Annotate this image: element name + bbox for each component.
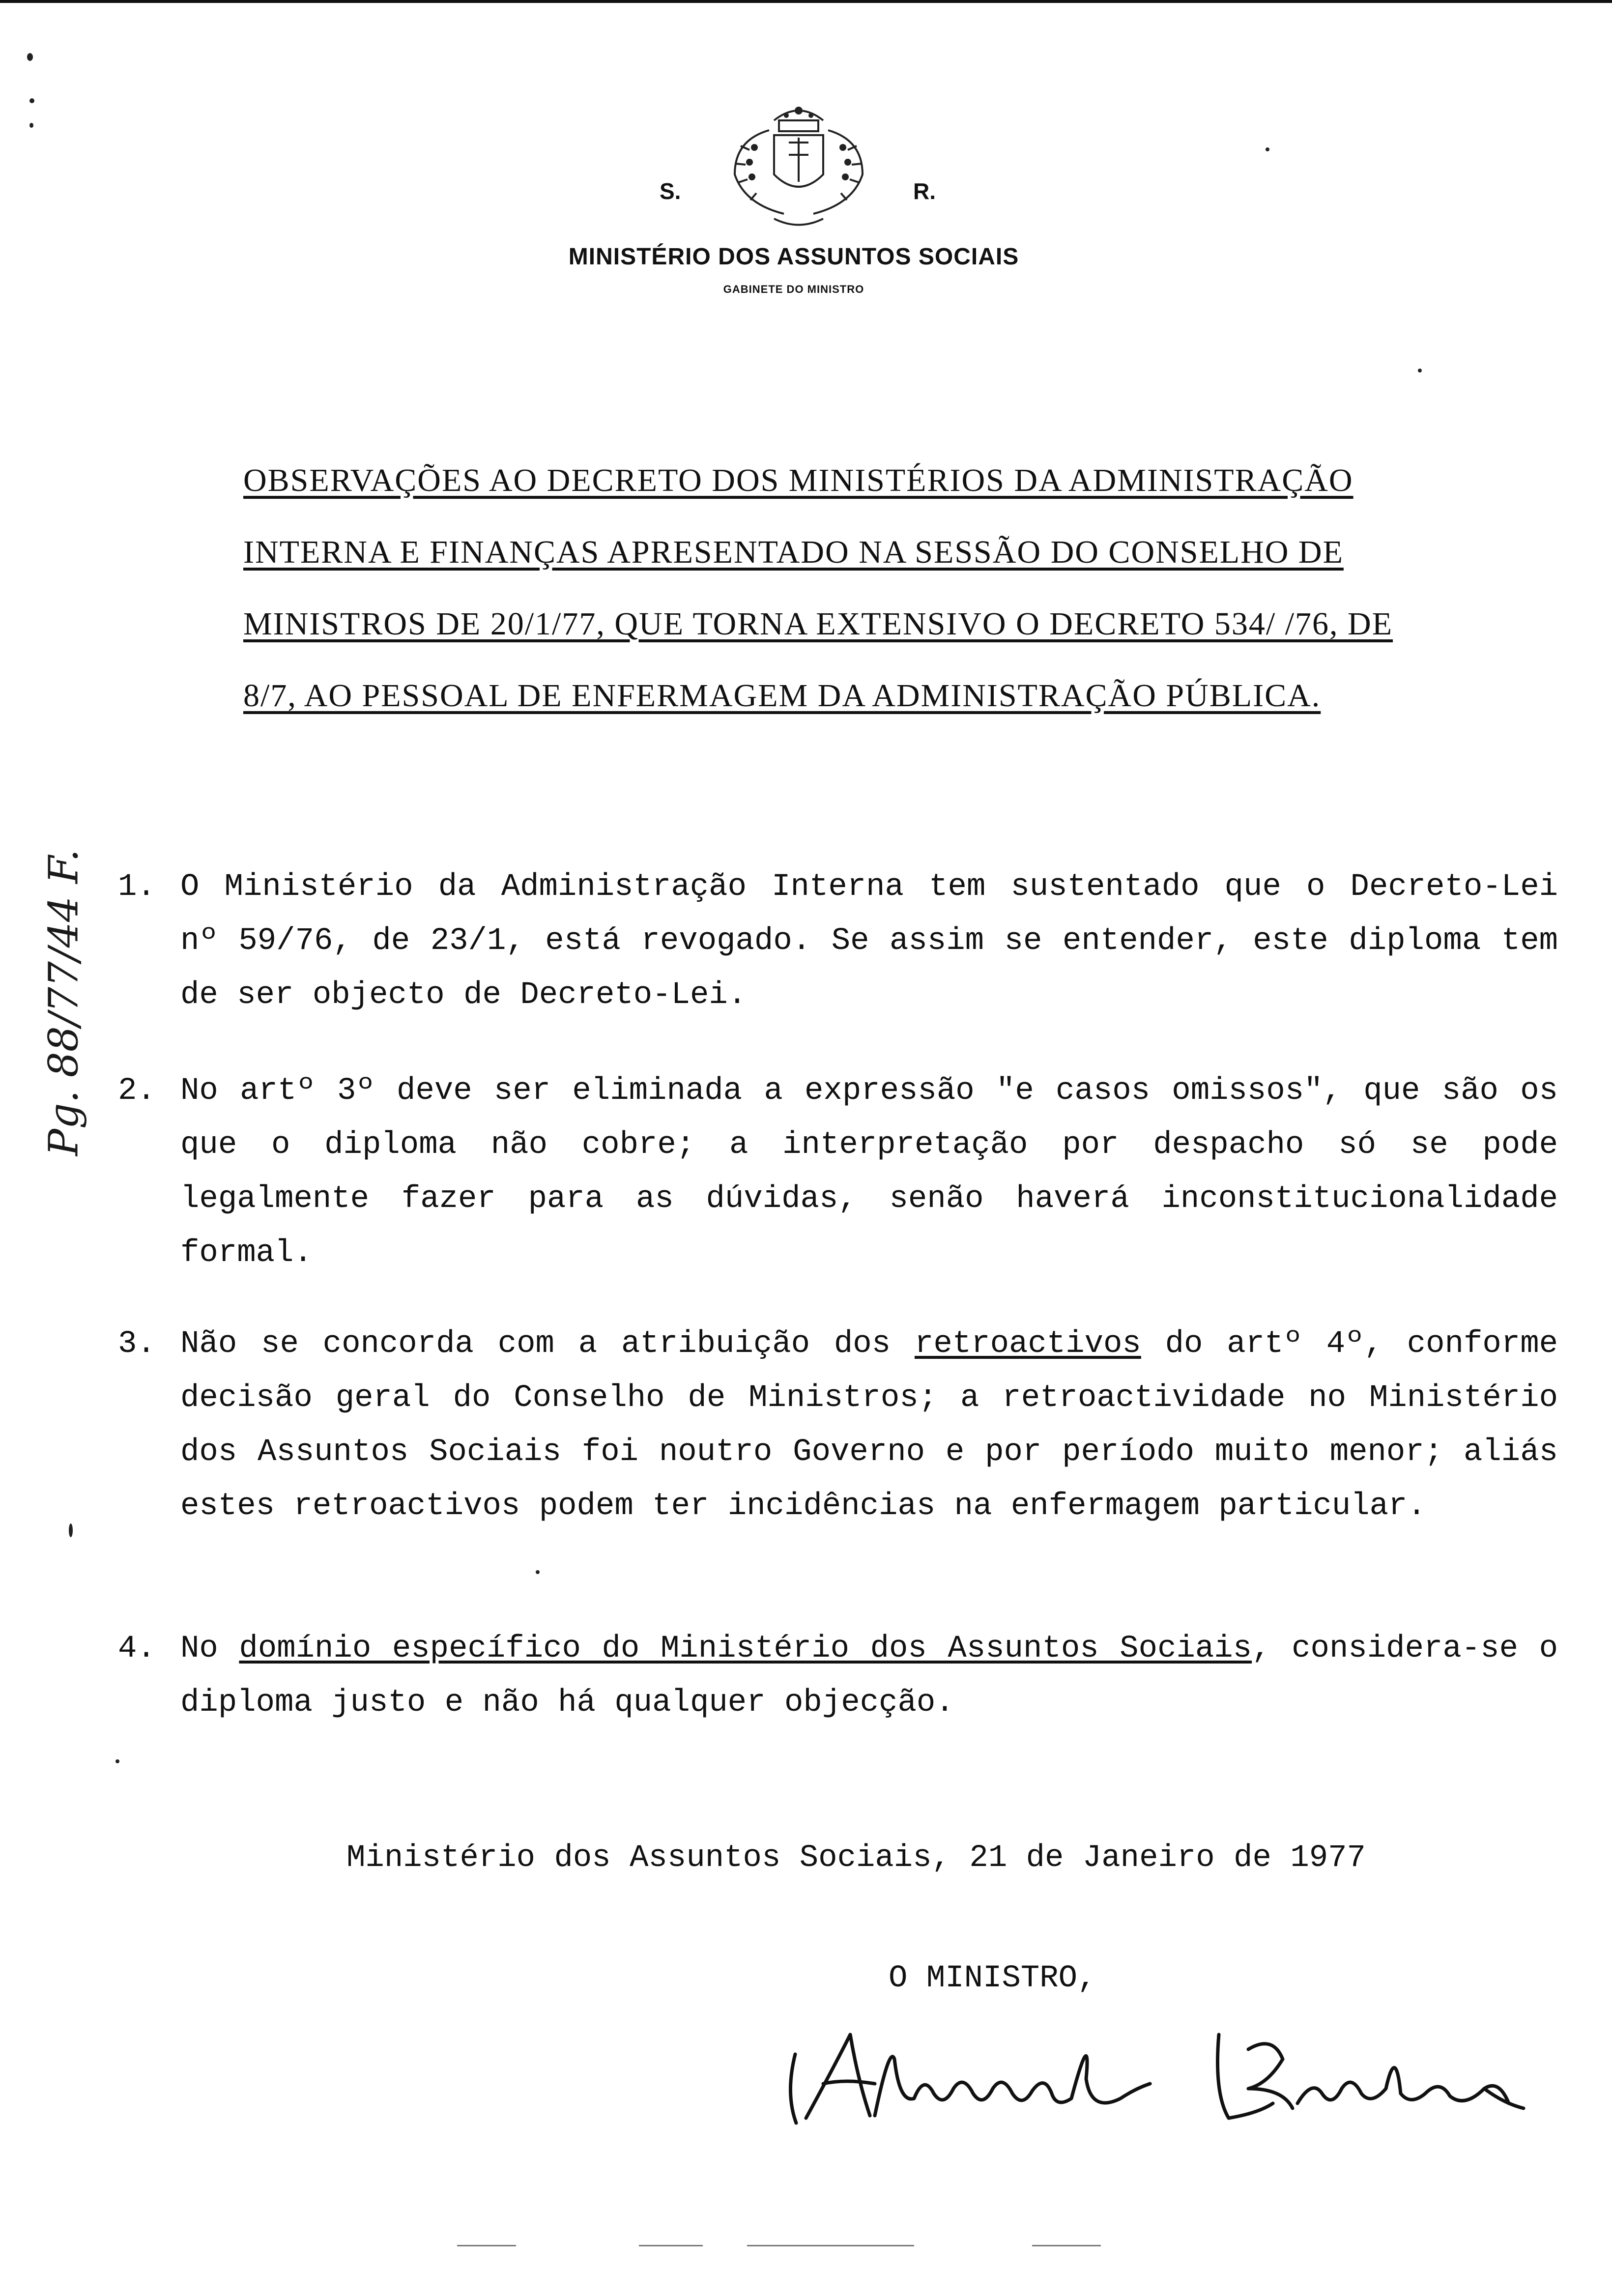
scan-speck — [1266, 147, 1269, 151]
paragraph-number: 3. — [118, 1326, 156, 1362]
letterhead-left-letter: S. — [660, 178, 681, 204]
paragraph-4 — [118, 1622, 1558, 1730]
paragraph-text-end: do artº 4º, conforme decisão geral do Conselho de Ministros; a retroactividade no Ministério dos Assuntos Sociais foi noutro Governo e por período muito menor; aliás estes retroactivos podem ter incidências na enfermagem particular. — [180, 1326, 1558, 1524]
underlined-phrase: domínio específico do Ministério dos Assuntos Sociais — [239, 1631, 1252, 1666]
underlined-term: retroactivos — [914, 1326, 1141, 1362]
scan-speck — [27, 53, 33, 61]
scan-speck — [536, 1570, 540, 1574]
scan-speck — [115, 1759, 119, 1763]
paragraph-3 — [118, 1317, 1558, 1533]
date-line: Ministério dos Assuntos Sociais, 21 de Janeiro de 1977 — [346, 1840, 1366, 1876]
paragraph-2 — [118, 1064, 1558, 1280]
paragraph-text-start: Não se concorda com a atribuição dos — [180, 1326, 915, 1362]
top-border — [0, 0, 1612, 3]
scan-artifact — [1032, 2245, 1101, 2246]
paragraph-text — [180, 1622, 1558, 1730]
cabinet-label: GABINETE DO MINISTRO — [723, 283, 864, 295]
paragraph-text: O Ministério da Administração Interna tem sustentado que o Decreto-Lei nº 59/76, de 23/1, está revogado. Se assim se entender, este diploma tem de ser objecto de Decreto-Lei. — [180, 869, 1558, 1013]
document-title: OBSERVAÇÕES AO DECRETO DOS MINISTÉRIOS DA ADMINISTRAÇÃO INTERNA E FINANÇAS APRESENTADO NA SESSÃO DO CONSELHO DE MINISTROS DE 20/1/77, QUE TORNA EXTENSIVO O DECRETO 534/ /76, DE 8/7, AO PESSOAL DE ENFERMAGEM DA ADMINISTRAÇÃO PÚBLICA. — [243, 462, 1393, 714]
paragraph-text: No artº 3º deve ser eliminada a expressão "e casos omissos", que são os que o diploma não cobre; a interpretação por despacho só se pode legalmente fazer para as dúvidas, senão haverá inconstitucionalidade formal. — [180, 1073, 1558, 1271]
scan-speck — [1418, 369, 1422, 373]
paragraph-text-end: , considera-se o diploma justo e não há qualquer objecção. — [180, 1631, 1558, 1721]
sign-off: O MINISTRO, — [889, 1961, 1096, 1996]
paragraph-number: 1. — [118, 869, 156, 905]
scan-artifact — [639, 2245, 703, 2246]
paragraph-number: 4. — [118, 1631, 156, 1666]
margin-annotation: Pg. 88/77/44 F. — [40, 849, 87, 1156]
paragraph-number: 2. — [118, 1073, 156, 1109]
paragraph-text-start: No — [180, 1631, 239, 1666]
paragraph-1 — [118, 860, 1558, 1022]
coat-of-arms-icon — [715, 101, 882, 233]
scan-artifact — [457, 2245, 516, 2246]
handwritten-signature — [777, 2005, 1543, 2133]
scan-speck — [29, 123, 33, 128]
ministry-name: MINISTÉRIO DOS ASSUNTOS SOCIAIS — [568, 244, 1019, 270]
letterhead-right-letter: R. — [913, 178, 936, 204]
scan-artifact — [747, 2245, 914, 2246]
paragraph-text — [180, 1317, 1558, 1533]
scan-speck — [29, 98, 34, 103]
scan-speck — [69, 1523, 73, 1537]
